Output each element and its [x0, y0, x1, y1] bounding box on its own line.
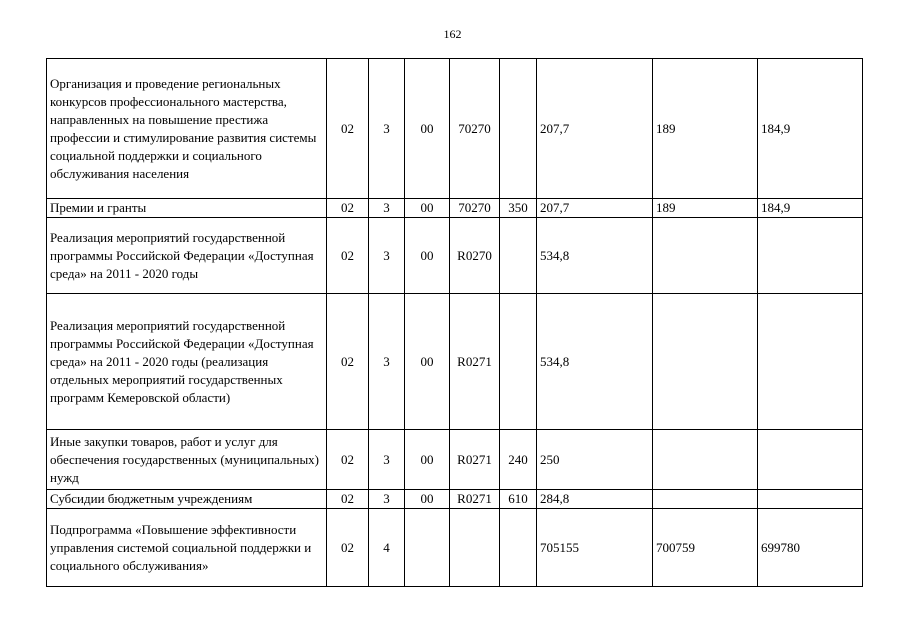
cell-vid	[500, 509, 537, 587]
budget-table	[46, 58, 863, 587]
cell-sum-2	[653, 490, 758, 509]
cell-sum-2: 189	[653, 59, 758, 199]
cell-sum-2: 700759	[653, 509, 758, 587]
cell-podrazdel: 3	[369, 218, 405, 294]
cell-sum-2: 189	[653, 199, 758, 218]
cell-statya: R0271	[450, 430, 500, 490]
cell-sum-2	[653, 218, 758, 294]
cell-statya: R0270	[450, 218, 500, 294]
cell-podrazdel: 3	[369, 59, 405, 199]
cell-sum-1: 534,8	[537, 294, 653, 430]
cell-podrazdel: 3	[369, 430, 405, 490]
table-row	[47, 218, 863, 294]
cell-glava: 02	[327, 218, 369, 294]
row-name: Организация и проведение региональных конкурсов профессионального мастерства, направленных на повышение престижа профессии и стимулирование развития системы социальной поддержки и социального обслуживания населения	[47, 59, 327, 199]
cell-sum-3: 699780	[758, 509, 863, 587]
table-row	[47, 294, 863, 430]
cell-vid: 240	[500, 430, 537, 490]
cell-sum-3: 184,9	[758, 59, 863, 199]
cell-glava: 02	[327, 509, 369, 587]
cell-kod: 00	[405, 199, 450, 218]
cell-glava: 02	[327, 199, 369, 218]
cell-sum-3	[758, 490, 863, 509]
cell-kod	[405, 509, 450, 587]
cell-sum-1: 250	[537, 430, 653, 490]
cell-sum-3	[758, 218, 863, 294]
row-name: Подпрограмма «Повышение эффективности управления системой социальной поддержки и социального обслуживания»	[47, 509, 327, 587]
cell-glava: 02	[327, 430, 369, 490]
cell-vid	[500, 59, 537, 199]
row-name: Премии и гранты	[47, 199, 327, 218]
cell-sum-2	[653, 294, 758, 430]
cell-statya: R0271	[450, 490, 500, 509]
cell-glava: 02	[327, 490, 369, 509]
row-name: Субсидии бюджетным учреждениям	[47, 490, 327, 509]
cell-sum-1: 705155	[537, 509, 653, 587]
cell-sum-1: 534,8	[537, 218, 653, 294]
cell-statya	[450, 509, 500, 587]
cell-kod: 00	[405, 490, 450, 509]
cell-statya: 70270	[450, 59, 500, 199]
cell-kod: 00	[405, 59, 450, 199]
table-row	[47, 509, 863, 587]
table-row	[47, 490, 863, 509]
cell-vid	[500, 294, 537, 430]
cell-vid: 610	[500, 490, 537, 509]
cell-podrazdel: 3	[369, 294, 405, 430]
cell-sum-3	[758, 430, 863, 490]
page-number: 162	[443, 27, 462, 41]
cell-kod: 00	[405, 294, 450, 430]
cell-statya: 70270	[450, 199, 500, 218]
cell-statya: R0271	[450, 294, 500, 430]
row-name: Реализация мероприятий государственной программы Российской Федерации «Доступная среда» на 2011 - 2020 годы (реализация отдельных мероприятий государственных программ Кемеровской области)	[47, 294, 327, 430]
cell-sum-1: 207,7	[537, 199, 653, 218]
cell-sum-3: 184,9	[758, 199, 863, 218]
cell-podrazdel: 3	[369, 199, 405, 218]
cell-kod: 00	[405, 430, 450, 490]
cell-sum-2	[653, 430, 758, 490]
row-name: Реализация мероприятий государственной программы Российской Федерации «Доступная среда» на 2011 - 2020 годы	[47, 218, 327, 294]
cell-glava: 02	[327, 294, 369, 430]
cell-vid: 350	[500, 199, 537, 218]
table-row	[47, 430, 863, 490]
cell-podrazdel: 4	[369, 509, 405, 587]
cell-sum-3	[758, 294, 863, 430]
table-row	[47, 199, 863, 218]
cell-glava: 02	[327, 59, 369, 199]
cell-kod: 00	[405, 218, 450, 294]
row-name: Иные закупки товаров, работ и услуг для обеспечения государственных (муниципальных) нужд	[47, 430, 327, 490]
cell-podrazdel: 3	[369, 490, 405, 509]
cell-sum-1: 207,7	[537, 59, 653, 199]
cell-sum-1: 284,8	[537, 490, 653, 509]
cell-vid	[500, 218, 537, 294]
table-row	[47, 59, 863, 199]
